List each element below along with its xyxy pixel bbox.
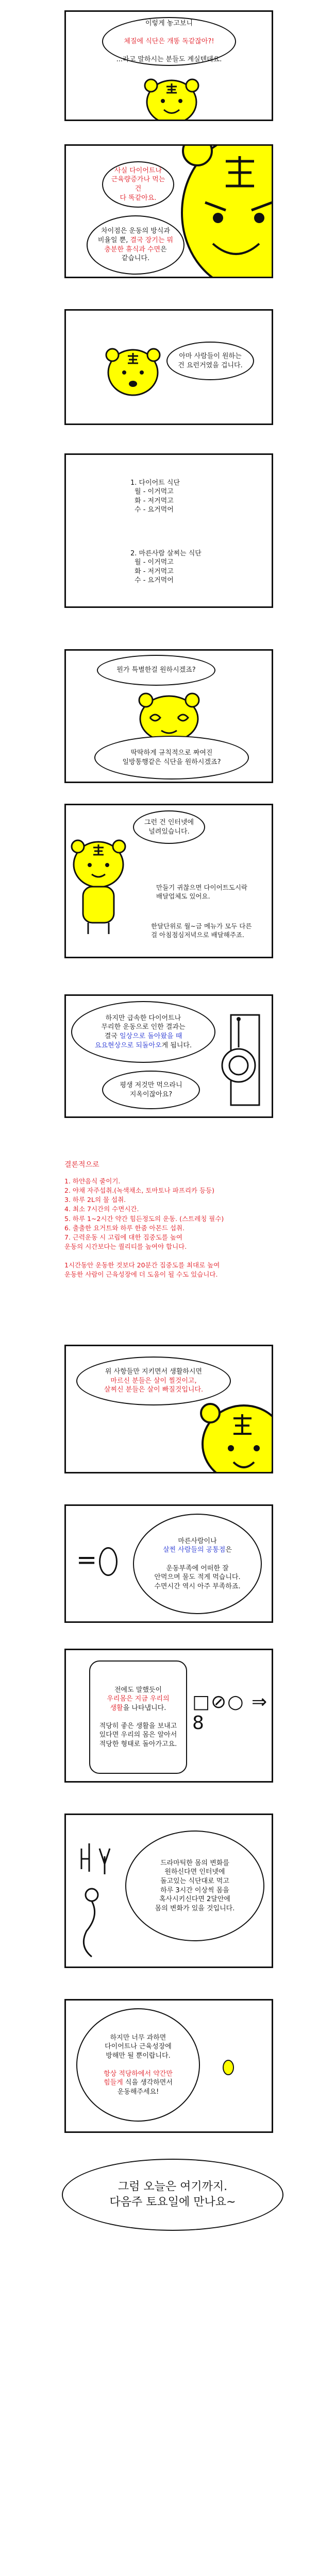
caption: 만들기 귀찮으면 다이어트도시락 배달업체도 있어요. [156, 883, 247, 900]
tiger-mascot-icon [70, 836, 127, 939]
panel-3 [64, 309, 273, 425]
speech-bubble: 아마 사람들이 원하는 건 요런거였을 겁니다. [166, 342, 254, 380]
speech-bubble: 하지만 급속한 다이어트나 무리한 운동으로 인한 결과는 결국 일상으로 돌아왔을 때 요요현상으로 되돌아오게 됩니다. [71, 1001, 215, 1063]
body-figure [76, 1828, 123, 1962]
conclusion-list [64, 1177, 281, 1251]
tiger-mascot-icon [177, 144, 273, 278]
speech-bubble: 딱딱하게 규칙적으로 짜여진 일방통행같은 식단을 원하시겠죠? [94, 736, 249, 779]
panel-10 [64, 1649, 273, 1783]
speech-bubble: 전에도 말했듯이 우리몸은 지금 우리의 생활을 나타냅니다. 적당히 좋은 생활을 보내고 있다면 우리의 몸은 알아서 적당한 형태로 돌아가고요. [89, 1660, 187, 1774]
list-item: 3. 하루 2L의 물 섭취. [64, 1196, 126, 1204]
speech-bubble: 차이점은 운동의 방식과 비율일 뿐, 결국 장기는 뭐 충분한 휴식과 수면은 같습니다. [87, 215, 185, 275]
tiger-mascot-icon [195, 1393, 273, 1473]
conclusion-block [64, 1159, 281, 1279]
speech-bubble: 위 사항들만 지키면서 생활하시면 마르신 분들은 살이 찔것이고, 살찌신 분들은 살이 빠질것입니다. [76, 1357, 231, 1405]
diet-menu: 1. 다이어트 식단 월 - 이거먹고 화 - 저거먹고 수 - 요거먹어 [130, 479, 180, 514]
bulk-menu: 2. 마른사람 살찌는 식단 월 - 이거먹고 화 - 저거먹고 수 - 요거먹어 [130, 549, 202, 585]
speech-bubble: 뭔가 특별한걸 원하시겠죠? [97, 655, 215, 686]
list-item: 7. 근력운동 시 고립에 대한 집중도를 높여 운동의 시간보다는 퀄리티를 높여야 합니다. [64, 1233, 187, 1250]
tiger-mascot-icon [136, 687, 203, 743]
conclusion-title: 결론적으로 [64, 1161, 99, 1169]
speech-bubble: 하지만 너무 과하면 다이어트나 근육성장에 방해만 될 뿐이랍니다. 항상 적당하에서 약간만 힘들게 식을 생각하면서 운동해주세요! [76, 2008, 200, 2122]
panel-8 [64, 1345, 273, 1473]
panel-9 [64, 1504, 273, 1623]
panel-6 [64, 804, 273, 958]
conclusion-footer: 1시간동안 운동한 것보다 20분간 집중도를 최대로 높여 운동한 사람이 근육성장에 더 도움이 될 수도 있습니다. [64, 1261, 220, 1279]
scale-icon [215, 1014, 262, 1107]
list-item: 6. 출출한 요거트와 하루 한줌 아몬드 섭취. [64, 1224, 185, 1232]
tiger-mascot-icon [143, 71, 200, 121]
speech-bubble: 이렇게 놓고보니 체질에 식단은 개똥 독같잖아?! ...라고 말하시는 분들도 계실텐데요. [102, 17, 236, 66]
transform-figure: □⊘○ ⇒ 8 [192, 1691, 269, 1734]
list-item: 5. 하루 1~2시간 약간 힘든정도의 운동. (스트레칭 필수) [64, 1214, 224, 1223]
equals-figure: = [76, 1547, 118, 1576]
panel-12 [64, 1999, 273, 2133]
tiger-mascot-icon [221, 2057, 236, 2078]
list-item: 2. 야채 자주섭취.(녹색채소, 토마토나 파프리카 등등) [64, 1187, 214, 1195]
speech-bubble: 사실 다이어트나 근육량증가나 먹는 건 다 똑같아요. [102, 161, 174, 208]
list-item: 4. 최소 7시간의 수면시간. [64, 1205, 139, 1213]
caption: 한달단위로 월~금 메뉴가 모두 다른 걸 아침점심저녁으로 배달해주죠. [151, 922, 252, 939]
speech-bubble: 드라마틱한 몸의 변화를 원하신다면 인터넷에 돌고있는 식단대로 먹고 하루 3시간 이상씩 몸을 혹사시키신다면 2달안에 몸의 변화가 있을 것입니다. [125, 1831, 264, 1941]
panel-11 [64, 1814, 273, 1968]
red-highlight: 체질에 식단은 개똥 독같잖아?! [124, 37, 214, 45]
speech-bubble: 평생 저것만 먹으라니 지옥이잖아요? [102, 1071, 200, 1109]
panel-7 [64, 994, 273, 1118]
tiger-mascot-icon [105, 342, 161, 398]
panel-5 [64, 649, 273, 783]
ending-bubble: 그럼 오늘은 여기까지. 다음주 토요일에 만나요~ [62, 2159, 283, 2231]
panel-2 [64, 144, 273, 278]
speech-bubble: 그런 건 인터넷에 널려있습니다. [133, 810, 205, 844]
panel-1 [64, 10, 273, 121]
panel-4 [64, 453, 273, 608]
list-item: 1. 하얀음식 줄이기. [64, 1177, 121, 1185]
speech-bubble: 마른사람이나 살찐 사람들의 공통점은 운동부족에 어떠한 잘 안먹으며 물도 적게 먹습니다. 수면시간 역시 아주 부족하죠. [133, 1514, 262, 1614]
